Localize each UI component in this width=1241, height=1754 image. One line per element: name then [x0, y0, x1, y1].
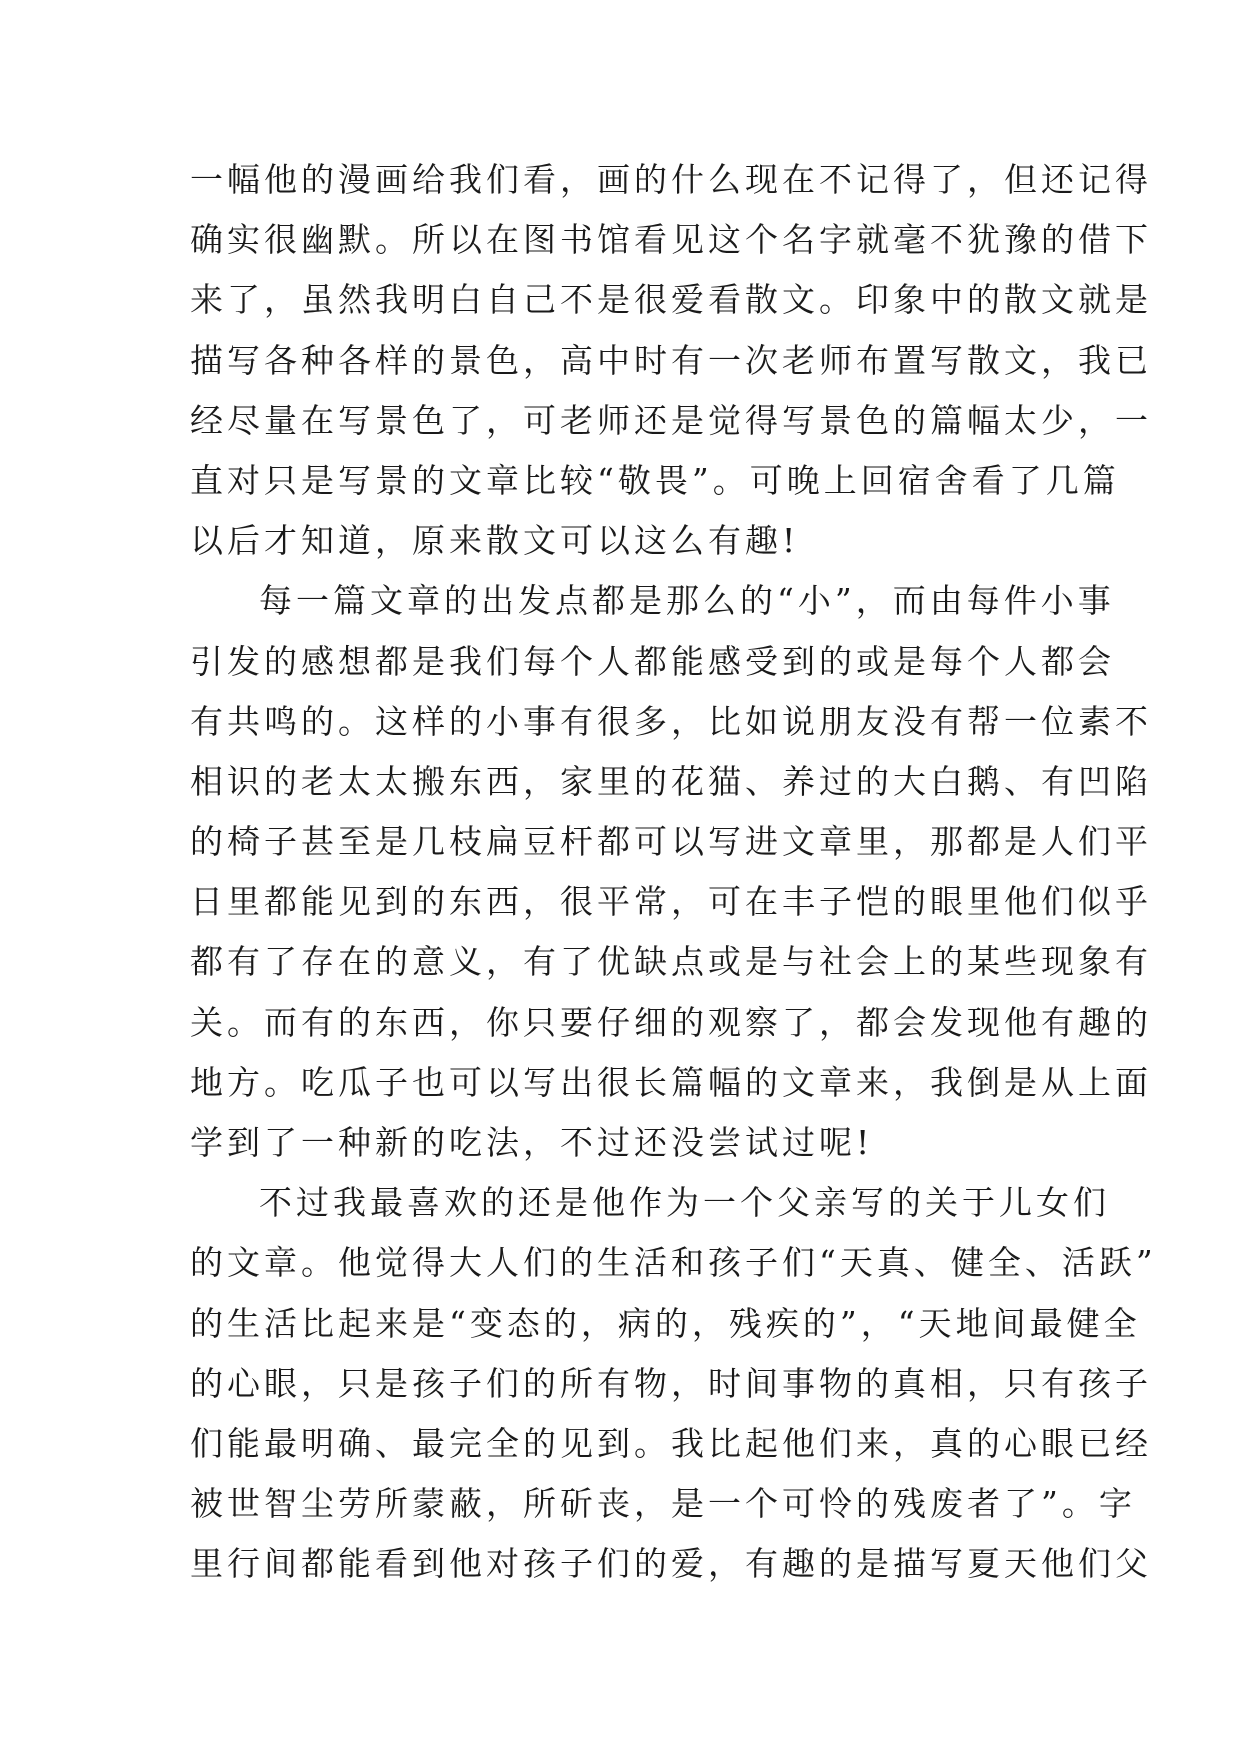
text-line: 一幅他的漫画给我们看，画的什么现在不记得了，但还记得 [190, 160, 1152, 199]
text-line: 日里都能见到的东西，很平常，可在丰子恺的眼里他们似乎 [190, 882, 1152, 922]
text-line: 的文章。他觉得大人们的生活和孩子们“天真、健全、活跃” [190, 1243, 1157, 1283]
text-line: 都有了存在的意义，有了优缺点或是与社会上的某些现象有 [190, 942, 1152, 982]
essay-text [190, 150, 1157, 1595]
text-line: 被世智尘劳所蒙蔽，所斫丧，是一个可怜的残废者了”。字 [190, 1484, 1136, 1524]
text-line: 的椅子甚至是几枝扁豆杆都可以写进文章里，那都是人们平 [190, 822, 1152, 862]
paragraph-first-line: 不过我最喜欢的还是他作为一个父亲写的关于儿女们 [259, 1183, 1110, 1223]
text-line: 的生活比起来是“变态的，病的，残疾的”，“天地间最健全 [190, 1303, 1141, 1343]
text-line: 来了，虽然我明白自己不是很爱看散文。印象中的散文就是 [190, 280, 1152, 320]
text-line: 里行间都能看到他对孩子们的爱，有趣的是描写夏天他们父 [190, 1544, 1152, 1584]
text-line: 有共鸣的。这样的小事有很多，比如说朋友没有帮一位素不 [190, 701, 1152, 741]
text-line: 描写各种各样的景色，高中时有一次老师布置写散文，我已 [190, 340, 1152, 380]
paragraph-first-line: 每一篇文章的出发点都是那么的“小”，而由每件小事 [259, 581, 1115, 621]
text-line: 相识的老太太搬东西，家里的花猫、养过的大白鹅、有凹陷 [190, 761, 1152, 801]
text-line: 引发的感想都是我们每个人都能感受到的或是每个人都会 [190, 641, 1115, 681]
text-line: 们能最明确、最完全的见到。我比起他们来，真的心眼已经 [190, 1423, 1152, 1463]
text-line: 关。而有的东西，你只要仔细的观察了，都会发现他有趣的 [190, 1002, 1152, 1042]
text-line: 以后才知道，原来散文可以这么有趣! [190, 521, 800, 561]
text-line: 确实很幽默。所以在图书馆看见这个名字就毫不犹豫的借下 [190, 220, 1152, 260]
text-line: 经尽量在写景色了，可老师还是觉得写景色的篇幅太少，一 [190, 400, 1152, 440]
text-line: 直对只是写景的文章比较“敬畏”。可晚上回宿舍看了几篇 [190, 460, 1120, 500]
text-line: 学到了一种新的吃法，不过还没尝试过呢! [190, 1123, 874, 1162]
text-line: 的心眼，只是孩子们的所有物，时间事物的真相，只有孩子 [190, 1363, 1152, 1403]
text-line: 地方。吃瓜子也可以写出很长篇幅的文章来，我倒是从上面 [190, 1062, 1152, 1102]
